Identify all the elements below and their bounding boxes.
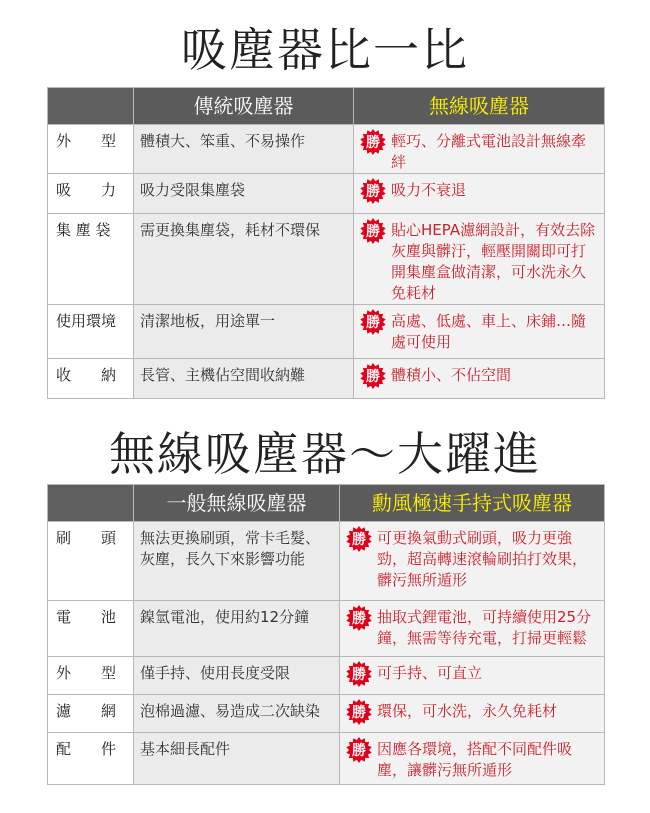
header-blank-cell <box>48 88 134 125</box>
badge-win-text: 勝 <box>366 135 380 151</box>
handheld-text: 抽取式鋰電池，可持續使用25分鐘，無需等待充電，打掃更輕鬆 <box>377 608 592 647</box>
table-row <box>48 695 605 733</box>
row-label: 使用環境 <box>48 305 134 359</box>
table-header-row <box>48 88 605 125</box>
generic-cell: 僅手持、使用長度受限 <box>134 657 340 695</box>
badge-win-text: 勝 <box>352 532 366 548</box>
handheld-text: 因應各環境，搭配不同配件吸塵，讓髒污無所遁形 <box>377 740 573 779</box>
cordless-cell <box>354 125 605 174</box>
traditional-cell: 需更換集塵袋，耗材不環保 <box>134 214 354 305</box>
row-label: 刷 頭 <box>48 522 134 601</box>
traditional-cell: 清潔地板，用途單一 <box>134 305 354 359</box>
row-label: 外 型 <box>48 657 134 695</box>
header-generic-cordless: 一般無線吸塵器 <box>134 485 340 522</box>
table-row <box>48 174 605 214</box>
handheld-text: 環保，可水洗，永久免耗材 <box>377 702 558 720</box>
header-cordless-vacuum: 無線吸塵器 <box>354 88 605 125</box>
table-row <box>48 305 605 359</box>
handheld-cell <box>340 695 605 733</box>
table-row <box>48 125 605 174</box>
handheld-cell <box>340 601 605 657</box>
win-starburst-icon <box>360 178 386 204</box>
generic-cell: 泡棉過濾、易造成二次缺染 <box>134 695 340 733</box>
badge-win-text: 勝 <box>366 369 380 385</box>
win-starburst-icon <box>346 661 372 687</box>
handheld-cell <box>340 522 605 601</box>
badge-win-text: 勝 <box>366 224 380 240</box>
row-label: 濾 網 <box>48 695 134 733</box>
cordless-text: 輕巧、分離式電池設計無線牽絆 <box>391 132 587 171</box>
win-starburst-icon <box>346 699 372 725</box>
cordless-cell <box>354 359 605 399</box>
header-handheld-vacuum: 勳風極速手持式吸塵器 <box>340 485 605 522</box>
page-title-cordless-upgrade: 無線吸塵器～大躍進 <box>109 427 541 481</box>
cordless-cell <box>354 174 605 214</box>
badge-win-text: 勝 <box>366 184 380 200</box>
cordless-text: 高處、低處、車上、床鋪…隨處可使用 <box>391 312 587 351</box>
row-label: 電 池 <box>48 601 134 657</box>
row-label: 外 型 <box>48 125 134 174</box>
generic-cell: 基本細長配件 <box>134 733 340 785</box>
generic-cell: 無法更換刷頭，常卡毛髮、灰塵，長久下來影響功能 <box>134 522 340 601</box>
row-label: 吸 力 <box>48 174 134 214</box>
handheld-cell <box>340 733 605 785</box>
page-title-comparison: 吸塵器比一比 <box>181 23 469 77</box>
win-starburst-icon <box>346 605 372 631</box>
row-label: 收 納 <box>48 359 134 399</box>
handheld-text: 可手持、可直立 <box>377 664 483 682</box>
win-starburst-icon <box>360 218 386 244</box>
header-traditional-vacuum: 傳統吸塵器 <box>134 88 354 125</box>
row-label: 配 件 <box>48 733 134 785</box>
table-row <box>48 522 605 601</box>
badge-win-text: 勝 <box>352 611 366 627</box>
comparison-table-traditional-vs-cordless <box>47 87 605 399</box>
header-blank-cell <box>48 485 134 522</box>
table-row <box>48 359 605 399</box>
win-starburst-icon <box>346 737 372 763</box>
traditional-cell: 吸力受限集塵袋 <box>134 174 354 214</box>
handheld-text: 可更換氣動式刷頭，吸力更強勁，超高轉速滾輪刷拍打效果，髒污無所遁形 <box>377 529 588 589</box>
cordless-text: 吸力不衰退 <box>391 181 467 199</box>
table-header-row <box>48 485 605 522</box>
badge-win-text: 勝 <box>352 705 366 721</box>
handheld-cell <box>340 657 605 695</box>
cordless-text: 貼心HEPA濾網設計，有效去除灰塵與髒汙，輕壓開關即可打開集塵盒做清潔，可水洗永久免耗材 <box>391 221 596 302</box>
cordless-text: 體積小、不佔空間 <box>391 366 512 384</box>
badge-win-text: 勝 <box>352 743 366 759</box>
cordless-cell <box>354 305 605 359</box>
win-starburst-icon <box>360 309 386 335</box>
win-starburst-icon <box>360 363 386 389</box>
cordless-cell <box>354 214 605 305</box>
row-label: 集 塵 袋 <box>48 214 134 305</box>
table-row <box>48 601 605 657</box>
table-row <box>48 657 605 695</box>
generic-cell: 鎳氫電池，使用約12分鐘 <box>134 601 340 657</box>
traditional-cell: 長管、主機佔空間收納難 <box>134 359 354 399</box>
win-starburst-icon <box>360 129 386 155</box>
table-row <box>48 214 605 305</box>
comparison-table-cordless-vs-handheld <box>47 484 605 785</box>
badge-win-text: 勝 <box>352 667 366 683</box>
win-starburst-icon <box>346 526 372 552</box>
traditional-cell: 體積大、笨重、不易操作 <box>134 125 354 174</box>
badge-win-text: 勝 <box>366 315 380 331</box>
table-row <box>48 733 605 785</box>
